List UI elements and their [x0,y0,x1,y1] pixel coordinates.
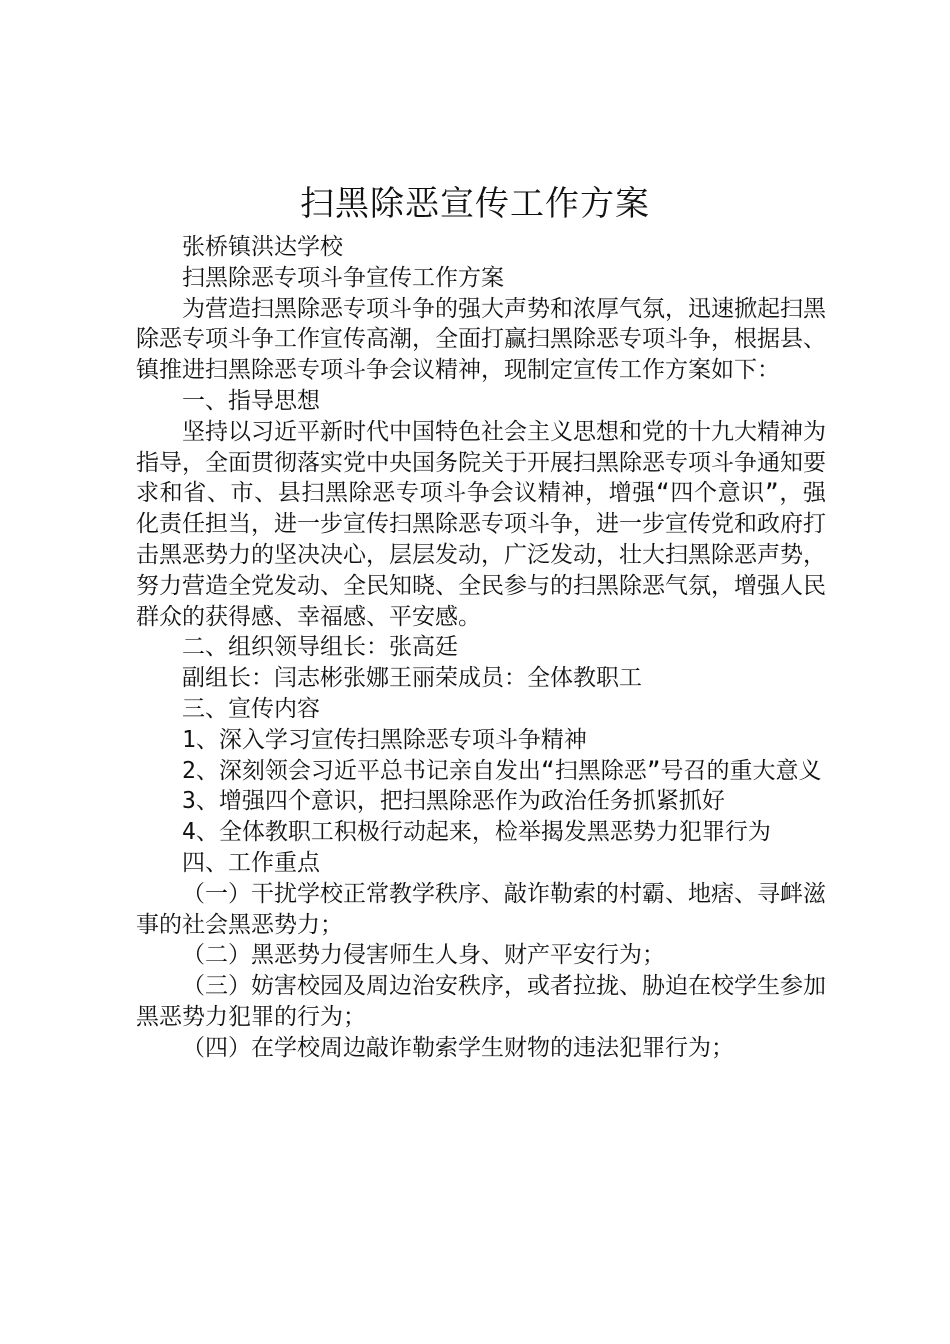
focus-item-1: （一）干扰学校正常教学秩序、敲诈勒索的村霸、地痞、寻衅滋事的社会黑恶势力； [136,880,826,938]
intro-paragraph: 为营造扫黑除恶专项斗争的强大声势和浓厚气氛，迅速掀起扫黑除恶专项斗争工作宣传高潮，全面打赢扫黑除恶专项斗争，根据县、镇推进扫黑除恶专项斗争会议精神，现制定宣传工作方案如下： [136,295,826,384]
guiding-ideology-paragraph: 坚持以习近平新时代中国特色社会主义思想和党的十九大精神为指导，全面贯彻落实党中央国务院关于开展扫黑除恶专项斗争通知要求和省、市、县扫黑除恶专项斗争会议精神，增强“四个意识”，强化责任担当，进一步宣传扫黑除恶专项斗争，进一步宣传党和政府打击黑恶势力的坚决决心，层层发动，广泛发动，壮大扫黑除恶声势，努力营造全党发动、全民知晓、全民参与的扫黑除恶气氛，增强人民群众的获得感、幸福感、平安感。 [136,418,826,630]
content-item-1: 1、深入学习宣传扫黑除恶专项斗争精神 [182,726,587,753]
content-item-2: 2、深刻领会习近平总书记亲自发出“扫黑除恶”号召的重大意义 [182,757,822,784]
document-body [136,232,826,1064]
section-heading-leadership: 二、组织领导组长：张高廷 [182,634,458,661]
section-heading-content: 三、宣传内容 [182,695,320,722]
leadership-members: 副组长：闫志彬张娜王丽荣成员：全体教职工 [182,665,642,692]
focus-item-4: （四）在学校周边敲诈勒索学生财物的违法犯罪行为； [182,1034,734,1061]
focus-item-3: （三）妨害校园及周边治安秩序，或者拉拢、胁迫在校学生参加黑恶势力犯罪的行为； [136,973,826,1030]
school-name: 张桥镇洪达学校 [182,234,343,260]
content-item-3: 3、增强四个意识，把扫黑除恶作为政治任务抓紧抓好 [182,788,725,815]
plan-subtitle: 扫黑除恶专项斗争宣传工作方案 [182,264,504,291]
focus-item-2: （二）黑恶势力侵害师生人身、财产平安行为； [182,942,665,969]
content-item-4: 4、全体教职工积极行动起来，检举揭发黑恶势力犯罪行为 [182,819,771,846]
section-heading-focus: 四、工作重点 [182,849,320,876]
section-heading-guiding-ideology: 一、指导思想 [182,387,320,414]
document-title: 扫黑除恶宣传工作方案 [300,184,650,224]
